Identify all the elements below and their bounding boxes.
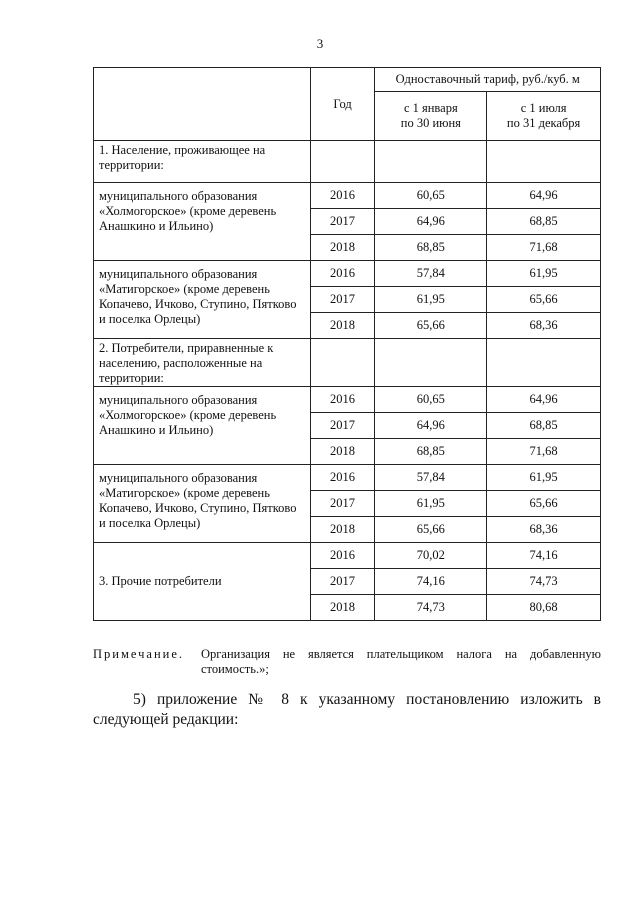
page-number: 3 bbox=[316, 36, 324, 51]
item-5-paragraph: 5) приложение № 8 к указанному постановлению изложить в следующей редакции: bbox=[93, 691, 601, 728]
tariff-cell-period-2: 68,85 bbox=[487, 209, 601, 235]
table-row bbox=[94, 465, 601, 491]
year-cell: 2017 bbox=[310, 287, 375, 313]
note-text: Организация не является плательщиком налога на добавленную стоимость.»; bbox=[201, 647, 601, 676]
empty-cell bbox=[487, 141, 601, 183]
group-name: муниципального образования «Матигорское» (кроме деревень Копачево, Ичково, Ступино, Пятково и поселка Орлецы) bbox=[94, 465, 311, 543]
tariff-cell-period-2: 68,85 bbox=[487, 413, 601, 439]
year-cell: 2017 bbox=[310, 569, 375, 595]
header-name-cell bbox=[94, 68, 311, 141]
tariff-cell-period-1: 70,02 bbox=[375, 543, 487, 569]
tariff-cell-period-1: 68,85 bbox=[375, 235, 487, 261]
year-cell: 2018 bbox=[310, 595, 375, 621]
tariff-cell-period-1: 60,65 bbox=[375, 387, 487, 413]
tariff-cell-period-2: 71,68 bbox=[487, 439, 601, 465]
empty-cell bbox=[310, 339, 375, 387]
tariff-cell-period-2: 65,66 bbox=[487, 287, 601, 313]
tariff-cell-period-2: 68,36 bbox=[487, 313, 601, 339]
section-title: 3. Прочие потребители bbox=[94, 543, 311, 621]
tariff-cell-period-1: 74,73 bbox=[375, 595, 487, 621]
tariff-cell-period-2: 64,96 bbox=[487, 387, 601, 413]
section-title-row bbox=[94, 339, 601, 387]
year-cell: 2018 bbox=[310, 235, 375, 261]
tariff-cell-period-1: 60,65 bbox=[375, 183, 487, 209]
section-title: 1. Население, проживающее на территории: bbox=[94, 141, 311, 183]
year-cell: 2016 bbox=[310, 183, 375, 209]
tariff-cell-period-2: 71,68 bbox=[487, 235, 601, 261]
tariff-cell-period-1: 65,66 bbox=[375, 313, 487, 339]
table-row bbox=[94, 387, 601, 413]
header-year: Год bbox=[310, 68, 375, 141]
table-row bbox=[94, 543, 601, 569]
tariff-cell-period-2: 74,16 bbox=[487, 543, 601, 569]
tariff-cell-period-2: 61,95 bbox=[487, 261, 601, 287]
tariff-cell-period-1: 64,96 bbox=[375, 413, 487, 439]
empty-cell bbox=[487, 339, 601, 387]
tariff-cell-period-1: 57,84 bbox=[375, 261, 487, 287]
header-period-1: с 1 января по 30 июня bbox=[375, 92, 487, 141]
year-cell: 2016 bbox=[310, 543, 375, 569]
group-name: муниципального образования «Холмогорское» (кроме деревень Анашкино и Ильино) bbox=[94, 387, 311, 465]
header-period-2: с 1 июля по 31 декабря bbox=[487, 92, 601, 141]
section-title-row bbox=[94, 141, 601, 183]
tariff-cell-period-2: 65,66 bbox=[487, 491, 601, 517]
group-name: муниципального образования «Матигорское» (кроме деревень Копачево, Ичково, Ступино, Пятково и поселка Орлецы) bbox=[94, 261, 311, 339]
year-cell: 2016 bbox=[310, 261, 375, 287]
tariff-cell-period-1: 74,16 bbox=[375, 569, 487, 595]
empty-cell bbox=[375, 339, 487, 387]
year-cell: 2018 bbox=[310, 517, 375, 543]
tariff-cell-period-1: 61,95 bbox=[375, 287, 487, 313]
tariff-cell-period-1: 61,95 bbox=[375, 491, 487, 517]
table-row bbox=[94, 183, 601, 209]
year-cell: 2016 bbox=[310, 465, 375, 491]
tariff-cell-period-2: 68,36 bbox=[487, 517, 601, 543]
tariff-cell-period-1: 57,84 bbox=[375, 465, 487, 491]
year-cell: 2018 bbox=[310, 439, 375, 465]
year-cell: 2017 bbox=[310, 209, 375, 235]
table-header-row bbox=[94, 68, 601, 92]
header-tariff: Одноставочный тариф, руб./куб. м bbox=[375, 68, 601, 92]
year-cell: 2017 bbox=[310, 413, 375, 439]
note bbox=[93, 647, 601, 677]
table-row bbox=[94, 261, 601, 287]
year-cell: 2016 bbox=[310, 387, 375, 413]
empty-cell bbox=[375, 141, 487, 183]
empty-cell bbox=[310, 141, 375, 183]
tariff-cell-period-1: 65,66 bbox=[375, 517, 487, 543]
tariff-cell-period-2: 64,96 bbox=[487, 183, 601, 209]
tariff-cell-period-1: 68,85 bbox=[375, 439, 487, 465]
tariff-table bbox=[93, 67, 601, 621]
tariff-cell-period-2: 74,73 bbox=[487, 569, 601, 595]
year-cell: 2018 bbox=[310, 313, 375, 339]
tariff-cell-period-2: 61,95 bbox=[487, 465, 601, 491]
section-title: 2. Потребители, приравненные к населению, расположенные на территории: bbox=[94, 339, 311, 387]
group-name: муниципального образования «Холмогорское» (кроме деревень Анашкино и Ильино) bbox=[94, 183, 311, 261]
tariff-cell-period-2: 80,68 bbox=[487, 595, 601, 621]
tariff-cell-period-1: 64,96 bbox=[375, 209, 487, 235]
year-cell: 2017 bbox=[310, 491, 375, 517]
note-label: Примечание. bbox=[93, 647, 185, 661]
